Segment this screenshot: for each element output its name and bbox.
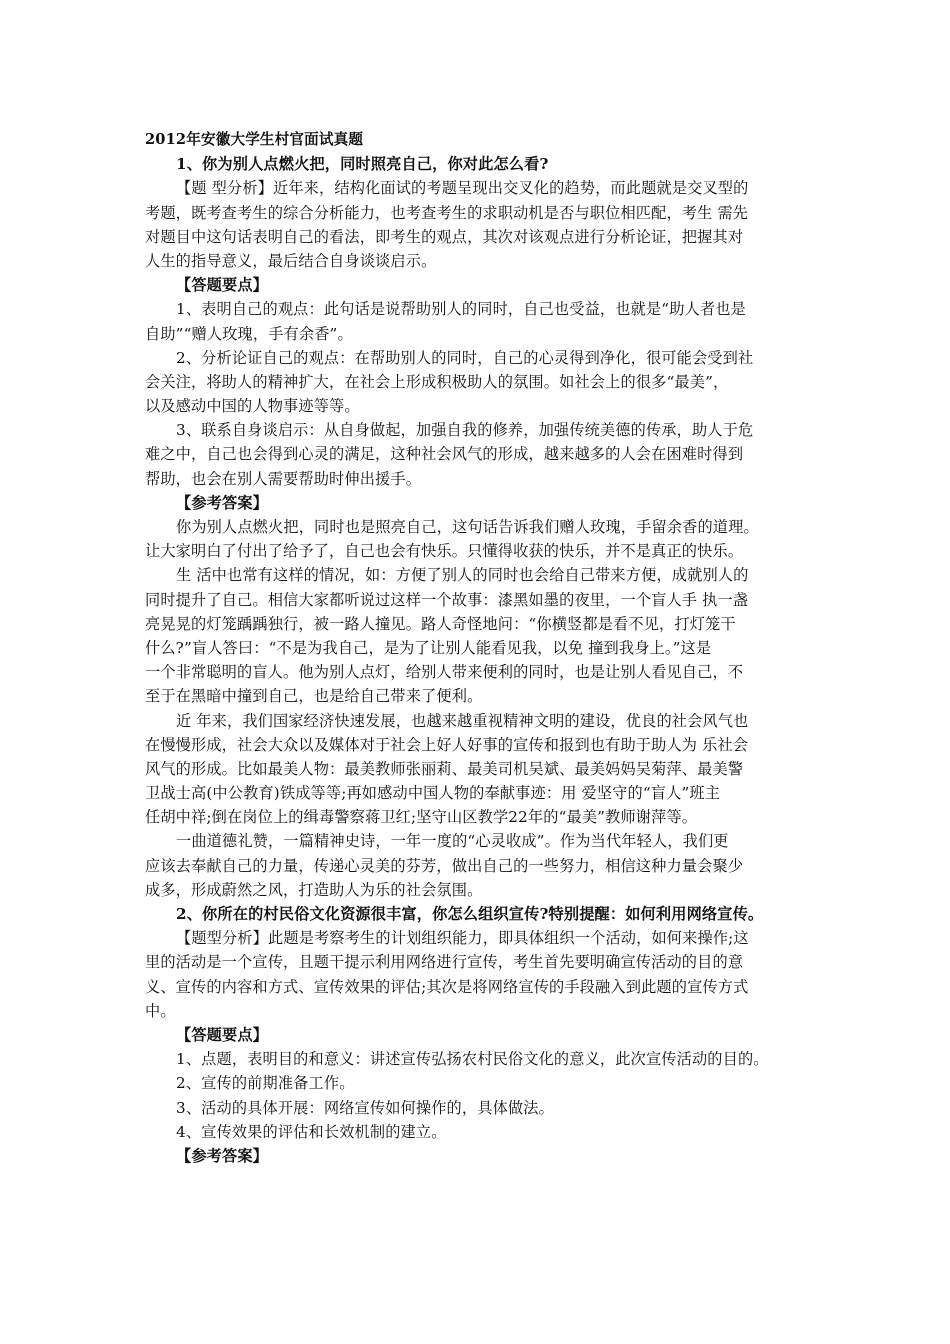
q1-answer-line: 成多，形成蔚然之风，打造助人为乐的社会氛围。 — [145, 880, 483, 899]
q1-answer-line: 生 活中也常有这样的情况，如：方便了别人的同时也会给自己带来方便，成就别人的 — [176, 566, 749, 585]
q1-answer-line: 让大家明白了付出了给予了，自己也会有快乐。只懂得收获的快乐，并不是真正的快乐。 — [145, 542, 744, 561]
q2-analysis-line: 中。 — [145, 1001, 176, 1020]
q1-analysis-line: 【题 型分析】近年来，结构化面试的考题呈现出交叉化的趋势，而此题就是交叉型的 — [176, 179, 749, 198]
q1-answer-line: 同时提升了自己。相信大家都听说过这样一个故事：漆黑如墨的夜里，一个盲人手 执一盏 — [145, 590, 749, 609]
question-2: 2、你所在的村民俗文化资源很丰富，你怎么组织宣传?特别提醒：如何利用网络宣传。 — [176, 905, 764, 923]
q2-analysis-line: 【题型分析】此题是考察考生的计划组织能力，即具体组织一个活动，如何来操作;这 — [176, 929, 749, 948]
q1-answer-line: 风气的形成。比如最美人物：最美教师张丽莉、最美司机吴斌、最美妈妈吴菊萍、最美警 — [145, 759, 744, 778]
q2-key-point-line: 4、宣传效果的评估和长效机制的建立。 — [176, 1122, 447, 1141]
q1-key-point-line: 自助”“赠人玫瑰，手有余香”。 — [145, 324, 353, 343]
q1-analysis-line: 对题目中这句话表明自己的看法，即考生的观点，其次对该观点进行分析论证，把握其对 — [145, 227, 744, 246]
q1-key-point-line: 3、联系自身谈启示：从自身做起，加强自我的修养，加强传统美德的传承，助人于危 — [176, 421, 754, 440]
q1-key-point-line: 以及感动中国的人物事迹等等。 — [145, 397, 360, 416]
q1-answer-line: 应该去奉献自己的力量，传递心灵美的芬芳，做出自己的一些努力，相信这种力量会聚少 — [145, 856, 744, 875]
q2-analysis-line: 里的活动是一个宣传，且题干提示利用网络进行宣传，考生首先要明确宣传活动的目的意 — [145, 953, 744, 972]
q1-answer-line: 在慢慢形成，社会大众以及媒体对于社会上好人好事的宣传和报到也有助于助人为 乐社会 — [145, 735, 749, 754]
q1-answer-line: 近 年来，我们国家经济快速发展，也越来越重视精神文明的建设，优良的社会风气也 — [176, 711, 749, 730]
q2-answer-heading: 【参考答案】 — [176, 1146, 269, 1165]
q1-key-point-line: 1、表明自己的观点：此句话是说帮助别人的同时，自己也受益，也就是“助人者也是 — [176, 300, 746, 319]
q2-key-points-heading: 【答题要点】 — [176, 1025, 269, 1044]
q1-answer-line: 一个非常聪明的盲人。他为别人点灯，给别人带来便利的同时，也是让别人看见自己，不 — [145, 663, 744, 682]
q1-answer-heading: 【参考答案】 — [176, 493, 269, 512]
q1-answer-line: 一曲道德礼赞，一篇精神史诗，一年一度的“心灵收成”。作为当代年轻人，我们更 — [176, 832, 729, 851]
q1-key-point-line: 帮助，也会在别人需要帮助时伸出援手。 — [145, 469, 422, 488]
q1-key-point-line: 会关注，将助人的精神扩大，在社会上形成积极助人的氛围。如社会上的很多“最美”， — [145, 372, 729, 391]
q1-analysis-line: 人生的指导意义，最后结合自身谈谈启示。 — [145, 251, 437, 270]
q2-key-point-line: 1、点题，表明目的和意义：讲述宣传弘扬农村民俗文化的意义，此次宣传活动的目的。 — [176, 1050, 769, 1069]
q1-key-point-line: 难之中，自己也会得到心灵的满足，这种社会风气的形成，越来越多的人会在困难时得到 — [145, 445, 744, 464]
q2-key-point-line: 3、活动的具体开展：网络宣传如何操作的，具体做法。 — [176, 1098, 554, 1117]
q1-answer-line: 什么?”盲人答曰：“不是为我自己，是为了让别人能看见我，以免 撞到我身上。”这是 — [145, 638, 712, 657]
q1-answer-line: 任胡中祥;倒在岗位上的缉毒警察蒋卫红;坚守山区教学22年的“最美”教师谢萍等。 — [145, 808, 698, 827]
document-page — [145, 128, 815, 1168]
q1-analysis-line: 考题，既考查考生的综合分析能力，也考查考生的求职动机是否与职位相匹配，考生 需先 — [145, 203, 749, 222]
q2-key-point-line: 2、宣传的前期准备工作。 — [176, 1074, 355, 1093]
document-title: 2012年安徽大学生村官面试真题 — [145, 131, 364, 148]
q1-answer-line: 卫战士高(中公教育)铁成等等;再如感动中国人物的奉献事迹：用 爱坚守的“盲人”班主 — [145, 784, 721, 803]
q1-answer-line: 至于在黑暗中撞到自己，也是给自己带来了便利。 — [145, 687, 483, 706]
q1-answer-line: 亮晃晃的灯笼踽踽独行，被一路人撞见。路人奇怪地问：“你横竖都是看不见，打灯笼干 — [145, 614, 736, 633]
question-1: 1、你为别人点燃火把，同时照亮自己，你对此怎么看? — [176, 155, 549, 174]
q2-analysis-line: 义、宣传的内容和方式、宣传效果的评估;其次是将网络宣传的手段融入到此题的宣传方式 — [145, 977, 749, 996]
q1-key-point-line: 2、分析论证自己的观点：在帮助别人的同时，自己的心灵得到净化，很可能会受到社 — [176, 348, 754, 367]
q1-key-points-heading: 【答题要点】 — [176, 276, 269, 295]
q1-answer-line: 你为别人点燃火把，同时也是照亮自己，这句话告诉我们赠人玫瑰，手留余香的道理。 — [176, 518, 759, 536]
